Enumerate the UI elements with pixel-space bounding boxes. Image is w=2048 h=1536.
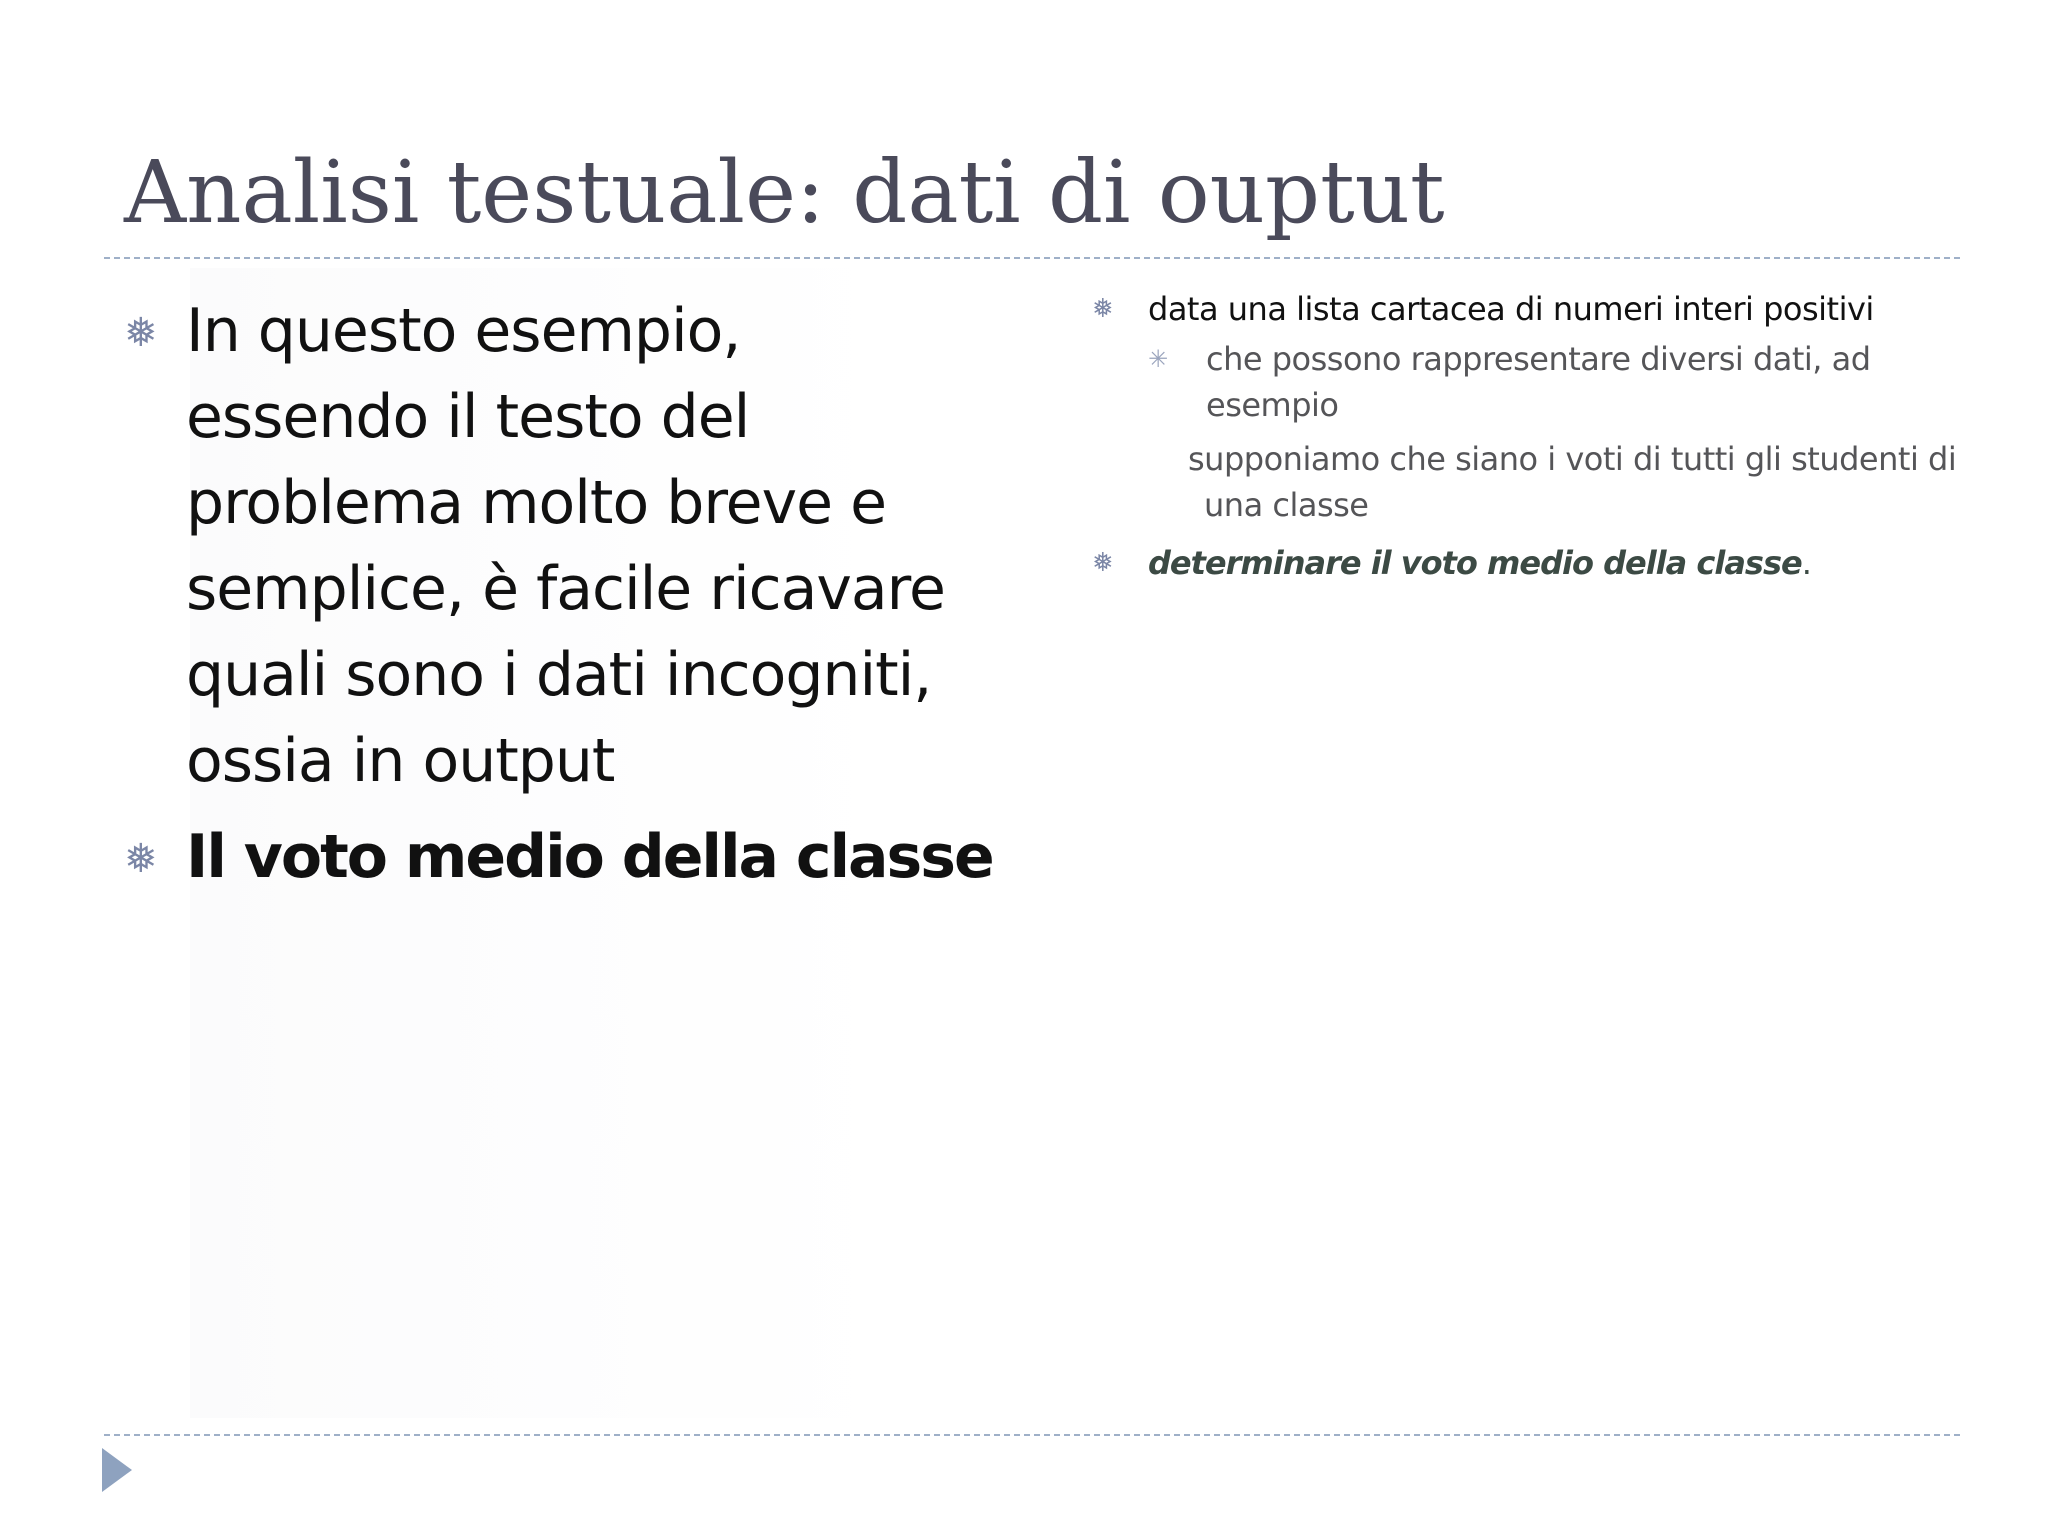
- sub-bullet-text: che possono rappresentare diversi dati, ad esempio: [1206, 340, 1871, 424]
- bullet-line: In questo esempio,: [186, 296, 741, 366]
- right-bullet-1: [1092, 286, 1962, 332]
- snowflake-icon: ❅: [1092, 548, 1114, 578]
- emphasized-text: determinare il voto medio della classe: [1148, 544, 1802, 582]
- bullet-line: quali sono i dati incogniti,: [186, 640, 932, 710]
- star-icon: ✳: [1148, 345, 1168, 373]
- left-bullet-1: [124, 288, 1004, 804]
- bullet-text: data una lista cartacea di numeri interi positivi: [1148, 290, 1874, 328]
- bullet-line: essendo il testo del: [186, 382, 750, 452]
- triangle-right-icon[interactable]: [102, 1448, 132, 1492]
- snowflake-icon: ❅: [124, 836, 156, 882]
- left-bullet-2: [124, 814, 1004, 900]
- bullet-line: problema molto breve e: [186, 468, 886, 538]
- left-column: [124, 288, 1004, 900]
- right-bullet-2: [1092, 540, 1962, 586]
- right-sub-bullet: [1148, 336, 1962, 428]
- period: .: [1801, 544, 1812, 582]
- snowflake-icon: ❅: [1092, 294, 1114, 324]
- title-divider: [104, 257, 1960, 259]
- bullet-line: semplice, è facile ricavare: [186, 554, 945, 624]
- right-note: supponiamo che siano i voti di tutti gli studenti di una classe: [1188, 440, 1957, 524]
- snowflake-icon: ❅: [124, 310, 157, 356]
- bullet-line: ossia in output: [186, 726, 615, 796]
- footer-divider: [104, 1434, 1960, 1436]
- right-column: [1092, 286, 1962, 586]
- slide-title: Analisi testuale: dati di ouptut: [124, 143, 1445, 243]
- bullet-text: Il voto medio della classe: [186, 822, 993, 892]
